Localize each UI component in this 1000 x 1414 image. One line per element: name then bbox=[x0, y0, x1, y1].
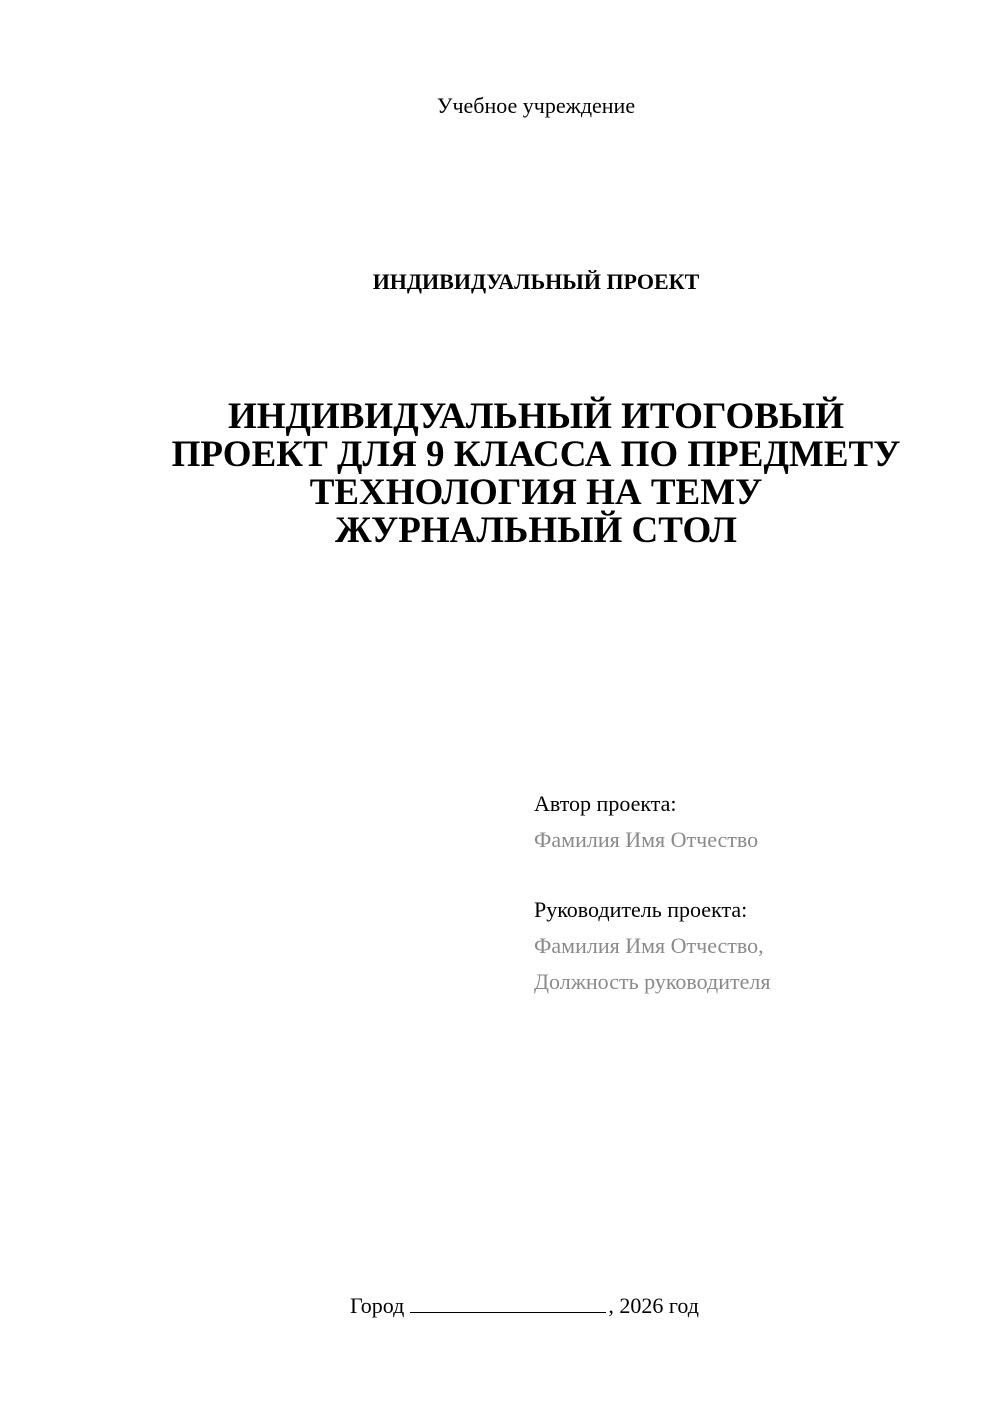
footer-city-year bbox=[350, 1290, 699, 1320]
author-name: Фамилия Имя Отчество bbox=[534, 827, 759, 852]
leader-position: Должность руководителя bbox=[534, 969, 771, 994]
title-line: ЖУРНАЛЬНЫЙ СТОЛ bbox=[335, 510, 737, 551]
city-blank-line bbox=[410, 1290, 606, 1313]
title-line: ТЕХНОЛОГИЯ НА ТЕМУ bbox=[309, 472, 763, 513]
title-line: ИНДИВИДУАЛЬНЫЙ ИТОГОВЫЙ bbox=[227, 396, 845, 437]
institution-name: Учебное учреждение bbox=[436, 93, 636, 118]
year-text: , 2026 год bbox=[608, 1293, 699, 1318]
project-title bbox=[0, 398, 1000, 550]
city-label: Город bbox=[350, 1293, 405, 1318]
author-label: Автор проекта: bbox=[534, 791, 677, 816]
leader-name: Фамилия Имя Отчество, bbox=[534, 933, 764, 958]
author-block bbox=[534, 786, 974, 858]
leader-block bbox=[534, 892, 974, 1000]
title-line: ПРОЕКТ ДЛЯ 9 КЛАССА ПО ПРЕДМЕТУ bbox=[171, 434, 901, 475]
document-type: ИНДИВИДУАЛЬНЫЙ ПРОЕКТ bbox=[372, 269, 700, 294]
leader-label: Руководитель проекта: bbox=[534, 897, 748, 922]
